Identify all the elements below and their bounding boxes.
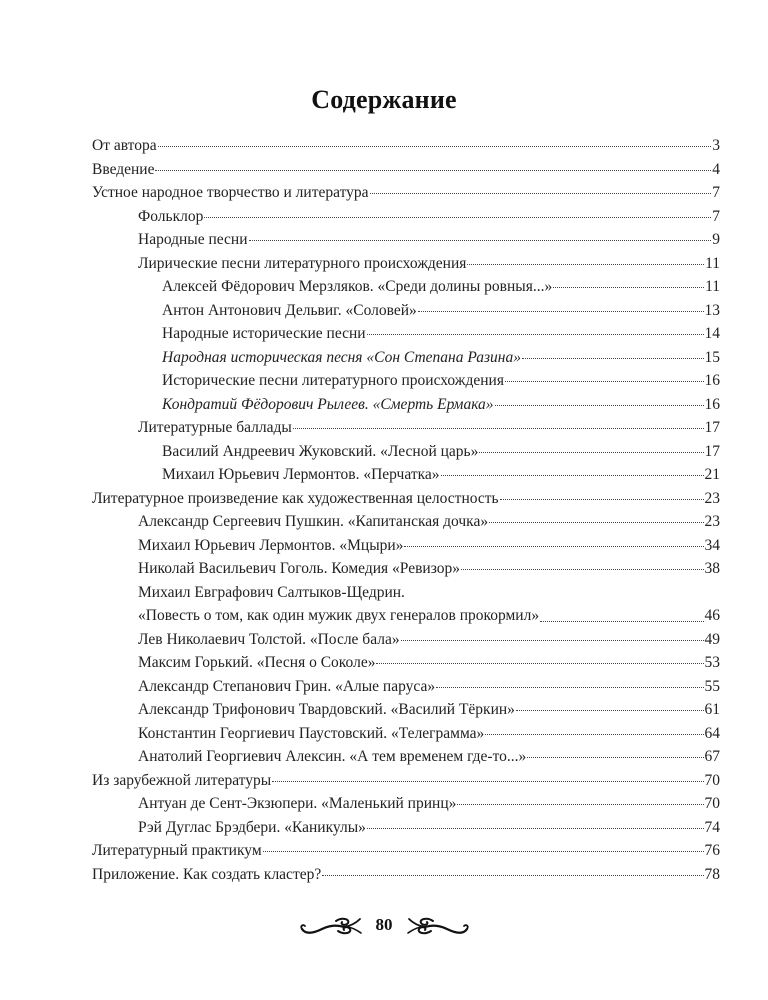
toc-entry-page: 70: [704, 771, 720, 789]
toc-entry-page: 76: [704, 842, 720, 859]
dot-leader: [516, 709, 704, 711]
dot-leader: [376, 662, 703, 664]
toc-entry[interactable]: [92, 722, 720, 746]
toc-entry-page: 16: [704, 395, 720, 413]
toc-entry-page: 34: [704, 536, 720, 554]
toc-entry-page: 21: [704, 466, 720, 483]
toc-entry-title: Максим Горький. «Песня о Соколе»: [138, 654, 376, 671]
toc-entry-title: Василий Андреевич Жуковский. «Лесной царь»: [162, 442, 479, 460]
toc-entry[interactable]: [92, 557, 720, 581]
page-title: Содержание: [311, 85, 457, 115]
toc-entry-page: 78: [704, 865, 720, 883]
toc-entry[interactable]: [92, 346, 720, 370]
toc-entry[interactable]: [92, 275, 720, 299]
dot-leader: [495, 404, 704, 406]
flourish-ornament-icon: [298, 913, 368, 937]
page-footer: [0, 910, 768, 940]
toc-entry-title: Устное народное творчество и литература: [92, 184, 369, 201]
toc-entry[interactable]: [92, 769, 720, 793]
toc-entry-title: Николай Васильевич Гоголь. Комедия «Ревизор»: [138, 560, 460, 577]
toc-entry[interactable]: [92, 698, 720, 722]
toc-entry[interactable]: [92, 252, 720, 276]
dot-leader: [461, 568, 704, 570]
toc-entry-page: 74: [704, 818, 720, 836]
toc-entry-title: Александр Трифонович Твардовский. «Василий Тёркин»: [138, 701, 515, 718]
toc-entry-title: Литературное произведение как художественная целостность: [92, 489, 499, 507]
toc-entry-title: Анатолий Георгиевич Алексин. «А тем временем где-то...»: [138, 748, 527, 765]
dot-leader: [500, 498, 704, 500]
toc-entry[interactable]: [92, 534, 720, 558]
toc-entry-page: 17: [704, 419, 720, 436]
toc-entry[interactable]: [92, 134, 720, 158]
toc-entry-page: 23: [704, 513, 720, 530]
page-number: 80: [375, 915, 393, 934]
toc-entry-title: Антон Антонович Дельвиг. «Соловей»: [162, 301, 417, 319]
toc-entry-title: Фольклор: [138, 207, 204, 225]
toc-entry-page: 53: [704, 654, 720, 671]
dot-leader: [158, 145, 712, 147]
toc-entry-page: 46: [704, 607, 720, 624]
toc-entry[interactable]: [92, 816, 720, 840]
toc-entry[interactable]: [92, 863, 720, 887]
toc-entry[interactable]: [92, 322, 720, 346]
toc-entry-page: 14: [704, 325, 720, 342]
toc-entry-page: 16: [704, 372, 720, 389]
toc-entry-page: 9: [712, 231, 720, 248]
toc-entry-page: 3: [712, 137, 720, 154]
toc-entry[interactable]: [92, 181, 720, 205]
toc-entry-title: Рэй Дуглас Брэдбери. «Каникулы»: [138, 818, 366, 836]
toc-entry-page: 70: [704, 795, 720, 812]
dot-leader: [272, 780, 703, 782]
toc-entry-page: 11: [705, 254, 720, 272]
toc-entry-title: Приложение. Как создать кластер?: [92, 865, 322, 883]
toc-entry-title: От автора: [92, 137, 157, 154]
dot-leader: [367, 333, 704, 335]
toc-entry-title: Лирические песни литературного происхождения: [138, 254, 467, 272]
dot-leader: [249, 239, 712, 241]
toc-entry-title: Народные песни: [138, 231, 248, 248]
toc-entry-page: 17: [704, 442, 720, 460]
toc-entry-page: 23: [704, 489, 720, 507]
toc-entry[interactable]: [92, 463, 720, 487]
toc-entry-title: Народная историческая песня «Сон Степана Разина»: [162, 348, 521, 366]
toc-entry[interactable]: [92, 745, 720, 769]
dot-leader: [553, 286, 704, 288]
toc-entry-page: 13: [704, 301, 720, 319]
dot-leader: [370, 192, 712, 194]
dot-leader: [322, 874, 703, 876]
toc-entry-page: 15: [704, 348, 720, 366]
dot-leader: [467, 263, 704, 265]
dot-leader: [263, 850, 704, 852]
toc-entry-title: Александр Степанович Грин. «Алые паруса»: [138, 677, 436, 695]
toc-entry-title-line2: «Повесть о том, как один мужик двух генералов прокормил»: [138, 607, 540, 624]
toc-entry[interactable]: [92, 416, 720, 440]
dot-leader: [293, 427, 704, 429]
dot-leader: [441, 474, 704, 476]
toc-entry-title: Алексей Фёдорович Мерзляков. «Среди долины ровныя...»: [162, 278, 553, 295]
toc-entry[interactable]: [92, 393, 720, 417]
toc-entry[interactable]: [92, 299, 720, 323]
dot-leader: [540, 620, 703, 622]
dot-leader: [489, 521, 703, 523]
table-of-contents: [92, 134, 720, 886]
dot-leader: [404, 545, 703, 547]
toc-entry[interactable]: [92, 581, 720, 628]
dot-leader: [204, 216, 711, 218]
toc-entry-title: Михаил Юрьевич Лермонтов. «Мцыри»: [138, 536, 404, 554]
toc-entry[interactable]: [92, 369, 720, 393]
dot-leader: [418, 310, 704, 312]
toc-entry-page: 11: [705, 278, 720, 295]
toc-entry[interactable]: [92, 792, 720, 816]
toc-entry-title: Из зарубежной литературы: [92, 771, 272, 789]
dot-leader: [505, 380, 704, 382]
toc-entry-title: Лев Николаевич Толстой. «После бала»: [138, 630, 400, 648]
toc-entry[interactable]: [92, 510, 720, 534]
dot-leader: [457, 803, 703, 805]
toc-entry[interactable]: [92, 228, 720, 252]
flourish-ornament-icon: [401, 913, 471, 937]
toc-entry-title: [138, 581, 539, 628]
dot-leader: [155, 169, 711, 171]
toc-entry[interactable]: [92, 158, 720, 182]
dot-leader: [479, 451, 703, 453]
dot-leader: [367, 827, 704, 829]
toc-entry-title: Михаил Юрьевич Лермонтов. «Перчатка»: [162, 466, 440, 483]
toc-entry-title: Введение: [92, 160, 155, 178]
toc-entry-page: 55: [704, 677, 720, 695]
toc-entry[interactable]: [92, 675, 720, 699]
toc-entry-page: 4: [712, 160, 720, 178]
toc-entry-page: 7: [712, 184, 720, 201]
toc-entry-page: 7: [712, 207, 720, 225]
toc-entry-title: Александр Сергеевич Пушкин. «Капитанская дочка»: [138, 513, 489, 530]
toc-entry[interactable]: [92, 839, 720, 863]
toc-entry[interactable]: [92, 205, 720, 229]
dot-leader: [485, 733, 703, 735]
dot-leader: [401, 639, 704, 641]
toc-entry-title: Литературный практикум: [92, 842, 262, 859]
dot-leader: [527, 756, 703, 758]
toc-entry[interactable]: [92, 651, 720, 675]
toc-entry-title: Исторические песни литературного происхождения: [162, 372, 504, 389]
dot-leader: [522, 357, 704, 359]
toc-entry-page: 49: [704, 630, 720, 648]
toc-entry-title: Константин Георгиевич Паустовский. «Телеграмма»: [138, 724, 485, 742]
toc-entry[interactable]: [92, 487, 720, 511]
toc-entry[interactable]: [92, 440, 720, 464]
toc-entry-title: Кондратий Фёдорович Рылеев. «Смерть Ермака»: [162, 395, 494, 413]
toc-entry-title: Литературные баллады: [138, 419, 292, 436]
toc-entry-page: 67: [704, 748, 720, 765]
toc-entry-title-line1: Михаил Евграфович Салтыков-Щедрин.: [138, 583, 405, 601]
toc-entry-page: 64: [704, 724, 720, 742]
toc-entry[interactable]: [92, 628, 720, 652]
dot-leader: [436, 686, 703, 688]
toc-entry-title: Народные исторические песни: [162, 325, 366, 342]
toc-entry-title: Антуан де Сент-Экзюпери. «Маленький принц»: [138, 795, 457, 812]
toc-entry-page: 61: [704, 701, 720, 718]
toc-entry-page: 38: [704, 560, 720, 577]
